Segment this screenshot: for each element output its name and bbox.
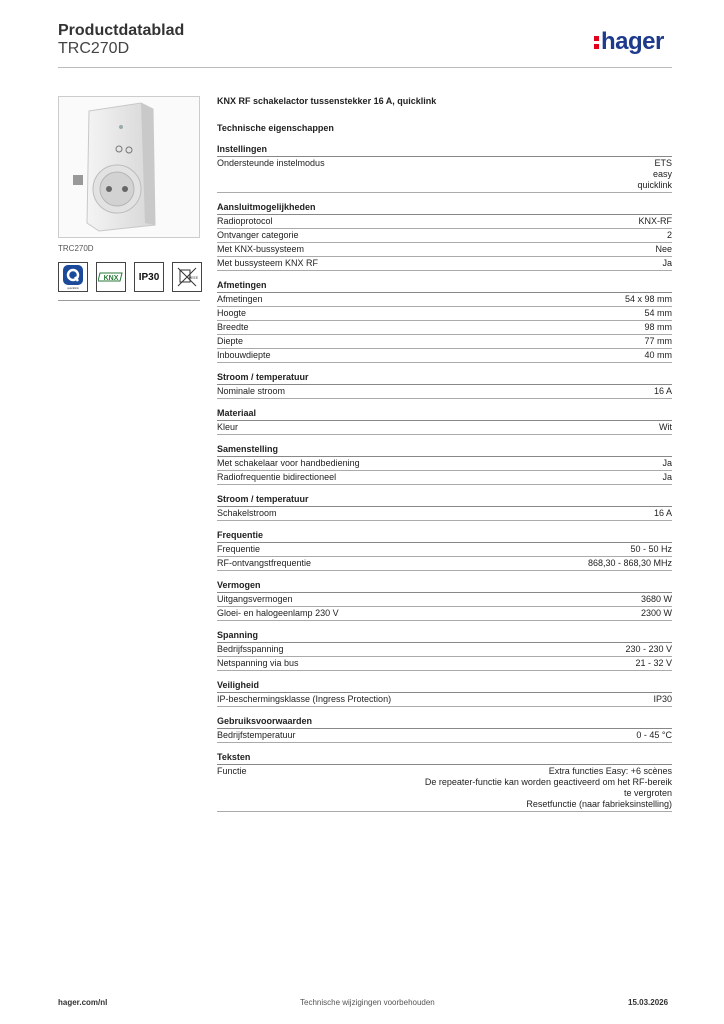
spec-label: Radiofrequentie bidirectioneel: [217, 472, 337, 482]
spec-label: Ontvanger categorie: [217, 230, 299, 240]
tech-heading: Technische eigenschappen: [217, 123, 334, 133]
spec-column: [217, 96, 672, 819]
spec-value-line: 2300 W: [640, 608, 672, 618]
spec-label: RF-ontvangstfrequentie: [217, 558, 312, 568]
spec-section: [217, 142, 672, 193]
spec-value: [641, 608, 672, 619]
spec-section: [217, 750, 672, 812]
spec-section: [217, 278, 672, 363]
section-heading: Gebruiksvoorwaarden: [217, 714, 672, 729]
spec-value-line: 98 mm: [644, 322, 672, 332]
spec-value-line: Ja: [662, 258, 672, 268]
spec-value: [644, 308, 672, 319]
spec-row: [217, 349, 672, 363]
spec-row: [217, 765, 672, 812]
spec-value: [639, 216, 673, 227]
spec-row: [217, 421, 672, 435]
spec-label: Functie: [217, 766, 247, 776]
spec-row: [217, 385, 672, 399]
spec-section: [217, 442, 672, 485]
spec-section: [217, 406, 672, 435]
spec-value-line: Wit: [659, 422, 672, 432]
spec-value: [641, 594, 672, 605]
spec-value-line: Resetfunctie (naar fabrieksinstelling): [526, 799, 672, 809]
spec-row: [217, 643, 672, 657]
knx-label: KNX: [103, 275, 119, 282]
weee-label: WEEE: [187, 276, 199, 280]
quicklink-icon: [58, 262, 88, 292]
spec-label: Radioprotocol: [217, 216, 273, 226]
spec-value: [667, 230, 672, 241]
spec-value-line: 54 mm: [644, 308, 672, 318]
spec-row: [217, 335, 672, 349]
section-heading: Samenstelling: [217, 442, 672, 457]
spec-label: Breedte: [217, 322, 249, 332]
spec-value: [625, 294, 672, 305]
spec-value-line: ETS: [654, 158, 672, 168]
spec-value: [635, 658, 672, 669]
footer-date: 15.03.2026: [628, 998, 669, 1007]
spec-value: [654, 508, 672, 519]
spec-row: [217, 457, 672, 471]
spec-value-line: Extra functies Easy: +6 scènes: [548, 766, 672, 776]
section-heading: Frequentie: [217, 528, 672, 543]
spec-label: Nominale stroom: [217, 386, 286, 396]
spec-value: [662, 458, 672, 469]
spec-label: Gloei- en halogeenlamp 230 V: [217, 608, 339, 618]
spec-label: IP-beschermingsklasse (Ingress Protection): [217, 694, 392, 704]
spec-row: [217, 257, 672, 271]
spec-value-line: 54 x 98 mm: [624, 294, 672, 304]
spec-row: [217, 157, 672, 193]
spec-value: [644, 336, 672, 347]
spec-value-line: 230 - 230 V: [625, 644, 672, 654]
spec-label: Bedrijfsspanning: [217, 644, 284, 654]
spec-value-line: quicklink: [637, 180, 672, 190]
spec-row: [217, 543, 672, 557]
spec-row: [217, 215, 672, 229]
spec-value-line: 50 - 50 Hz: [630, 544, 672, 554]
spec-section: [217, 492, 672, 521]
spec-label: Ondersteunde instelmodus: [217, 158, 325, 168]
section-heading: Vermogen: [217, 578, 672, 593]
quicklink-label: quicklink: [67, 286, 79, 290]
spec-label: Netspanning via bus: [217, 658, 299, 668]
spec-label: Afmetingen: [217, 294, 263, 304]
spec-sections: [217, 142, 672, 812]
spec-value-line: 77 mm: [644, 336, 672, 346]
spec-value-line: 2: [666, 230, 672, 240]
spec-value: [653, 694, 672, 705]
section-heading: Veiligheid: [217, 678, 672, 693]
product-photo: [58, 96, 200, 238]
spec-value: [630, 544, 672, 555]
spec-value-line: 16 A: [653, 508, 672, 518]
spec-row: [217, 229, 672, 243]
left-divider: [58, 300, 200, 301]
footer-disclaimer: Technische wijzigingen voorbehouden: [300, 998, 435, 1007]
product-title: KNX RF schakelactor tussenstekker 16 A, quicklink: [217, 96, 437, 106]
spec-label: Uitgangsvermogen: [217, 594, 293, 604]
spec-row: [217, 729, 672, 743]
spec-value-line: 868,30 - 868,30 MHz: [587, 558, 672, 568]
weee-icon: [172, 262, 202, 292]
hager-logo[interactable]: [594, 28, 664, 56]
spec-row: [217, 607, 672, 621]
spec-label: Bedrijfstemperatuur: [217, 730, 296, 740]
section-heading: Stroom / temperatuur: [217, 492, 672, 507]
spec-label: Inbouwdiepte: [217, 350, 271, 360]
spec-row: [217, 593, 672, 607]
spec-value-line: KNX-RF: [638, 216, 672, 226]
spec-section: [217, 578, 672, 621]
spec-value-line: 0 - 45 °C: [636, 730, 672, 740]
spec-section: [217, 678, 672, 707]
section-heading: Materiaal: [217, 406, 672, 421]
spec-value: [636, 730, 672, 741]
spec-value-line: 3680 W: [640, 594, 672, 604]
certification-badges: [58, 262, 202, 292]
spec-label: Met KNX-bussysteem: [217, 244, 305, 254]
brand-name: hager: [601, 28, 664, 55]
section-heading: Spanning: [217, 628, 672, 643]
ip30-badge: IP30: [134, 262, 164, 292]
spec-value: [637, 158, 672, 191]
page-subtitle: TRC270D: [58, 40, 130, 57]
spec-label: Kleur: [217, 422, 239, 432]
spec-value: [662, 258, 672, 269]
spec-section: [217, 714, 672, 743]
spec-row: [217, 557, 672, 571]
spec-value-line: Ja: [662, 472, 672, 482]
spec-value: [654, 386, 672, 397]
spec-value-line: Nee: [655, 244, 672, 254]
spec-row: [217, 243, 672, 257]
spec-row: [217, 471, 672, 485]
spec-section: [217, 200, 672, 271]
spec-label: Frequentie: [217, 544, 261, 554]
spec-value-line: easy: [652, 169, 672, 179]
spec-label: Schakelstroom: [217, 508, 277, 518]
spec-row: [217, 507, 672, 521]
section-heading: Teksten: [217, 750, 672, 765]
spec-section: [217, 528, 672, 571]
spec-label: Hoogte: [217, 308, 247, 318]
spec-value: [659, 422, 672, 433]
spec-row: [217, 657, 672, 671]
spec-value: [425, 766, 672, 810]
spec-label: Diepte: [217, 336, 244, 346]
header-divider: [58, 67, 672, 68]
spec-value: [644, 350, 672, 361]
spec-value-line: 40 mm: [644, 350, 672, 360]
spec-value: [588, 558, 672, 569]
spec-value-line: 16 A: [653, 386, 672, 396]
spec-value: [625, 644, 672, 655]
spec-value-line: te vergroten: [623, 788, 672, 798]
section-heading: Stroom / temperatuur: [217, 370, 672, 385]
spec-row: [217, 307, 672, 321]
section-heading: Instellingen: [217, 142, 672, 157]
spec-value-line: 21 - 32 V: [635, 658, 672, 668]
knx-icon: [96, 262, 126, 292]
section-heading: Aansluitmogelijkheden: [217, 200, 672, 215]
spec-section: [217, 370, 672, 399]
spec-row: [217, 293, 672, 307]
spec-value-line: IP30: [653, 694, 672, 704]
spec-value: [655, 244, 672, 255]
product-caption: TRC270D: [58, 244, 94, 253]
footer-website[interactable]: hager.com/nl: [58, 998, 108, 1007]
spec-value-line: Ja: [662, 458, 672, 468]
page-title: Productdatablad: [58, 22, 185, 39]
spec-label: Met bussysteem KNX RF: [217, 258, 319, 268]
spec-value: [662, 472, 672, 483]
spec-row: [217, 321, 672, 335]
section-heading: Afmetingen: [217, 278, 672, 293]
spec-row: [217, 693, 672, 707]
spec-value-line: De repeater-functie kan worden geactiveerd om het RF-bereik: [424, 777, 672, 787]
spec-section: [217, 628, 672, 671]
spec-label: Met schakelaar voor handbediening: [217, 458, 360, 468]
spec-value: [644, 322, 672, 333]
